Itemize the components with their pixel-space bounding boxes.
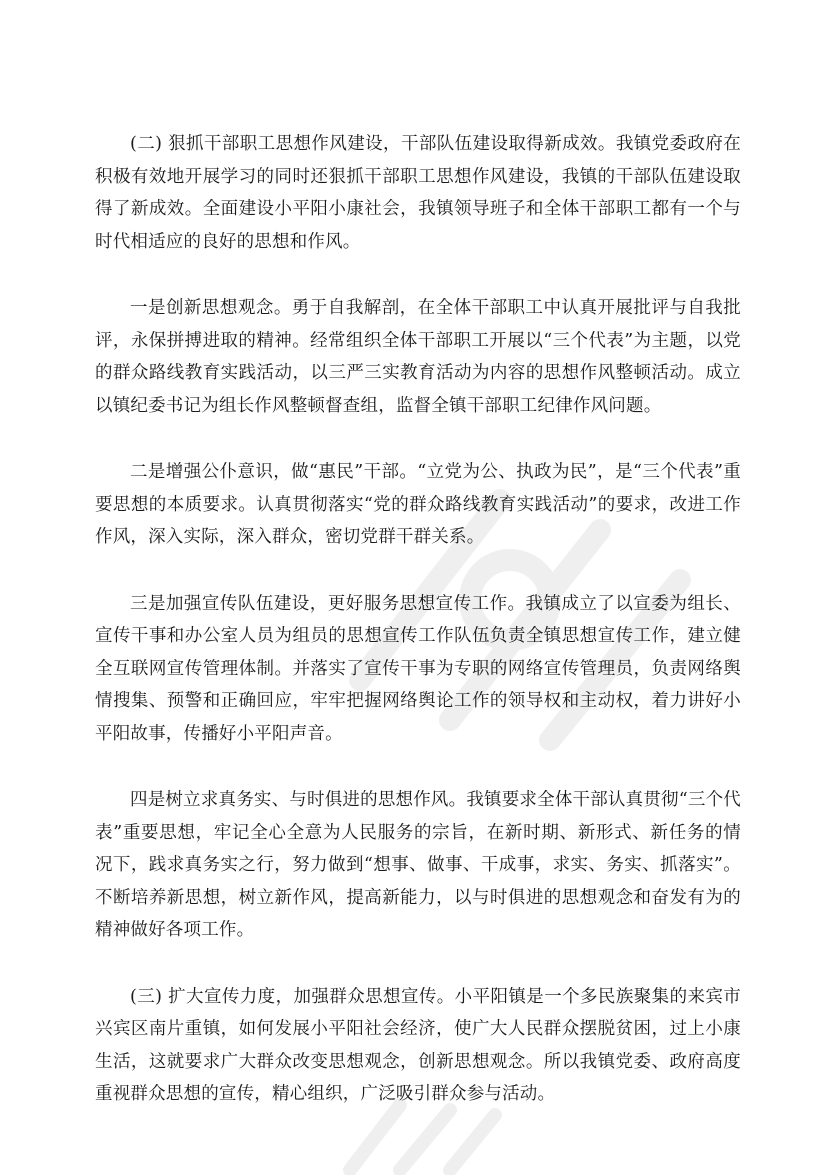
paragraph-point-2: 二是增强公仆意识，做“惠民”干部。“立党为公、执政为民”，是“三个代表”重要思想的本质要求。认真贯彻落实“党的群众路线教育实践活动”的要求，改进工作作风，深入实际，深入群众，密切党群干群关系。 <box>95 462 741 547</box>
paragraph-section-2-heading: (二) 狠抓干部职工思想作风建设，干部队伍建设取得新成效。我镇党委政府在积极有效地开展学习的同时还狠抓干部职工思想作风建设，我镇的干部队伍建设取得了新成效。全面建设小平阳小康社会，我镇领导班子和全体干部职工都有一个与时代相适应的良好的思想和作风。 <box>95 134 741 252</box>
document-body <box>95 128 741 1145</box>
paragraph-point-1: 一是创新思想观念。勇于自我解剖，在全体干部职工中认真开展批评与自我批评，永保拼搏进取的精神。经常组织全体干部职工开展以“三个代表”为主题，以党的群众路线教育实践活动，以三严三实教育活动为内容的思想作风整顿活动。成立以镇纪委书记为组长作风整顿督查组，监督全镇干部职工纪律作风问题。 <box>95 298 741 416</box>
paragraph-point-3: 三是加强宣传队伍建设，更好服务思想宣传工作。我镇成立了以宣委为组长、宣传干事和办公室人员为组员的思想宣传工作队伍负责全镇思想宣传工作，建立健全互联网宣传管理体制。并落实了宣传干事为专职的网络宣传管理员，负责网络舆情搜集、预警和正确回应，牢牢把握网络舆论工作的领导权和主动权，着力讲好小平阳故事，传播好小平阳声音。 <box>95 593 741 744</box>
paragraph-point-4: 四是树立求真务实、与时俱进的思想作风。我镇要求全体干部认真贯彻“三个代表”重要思想，牢记全心全意为人民服务的宗旨，在新时期、新形式、新任务的情况下，践求真务实之行，努力做到“想事、做事、干成事，求实、务实、抓落实”。不断培养新思想，树立新作风，提高新能力，以与时俱进的思想观念和奋发有为的精神做好各项工作。 <box>95 790 741 940</box>
paragraph-section-3-heading: (三) 扩大宣传力度，加强群众思想宣传。小平阳镇是一个多民族聚集的来宾市兴宾区南片重镇，如何发展小平阳社会经济，使广大人民群众摆脱贫困，过上小康生活，这就要求广大群众改变思想观念，创新思想观念。所以我镇党委、政府高度重视群众思想的宣传，精心组织，广泛吸引群众参与活动。 <box>95 986 741 1104</box>
